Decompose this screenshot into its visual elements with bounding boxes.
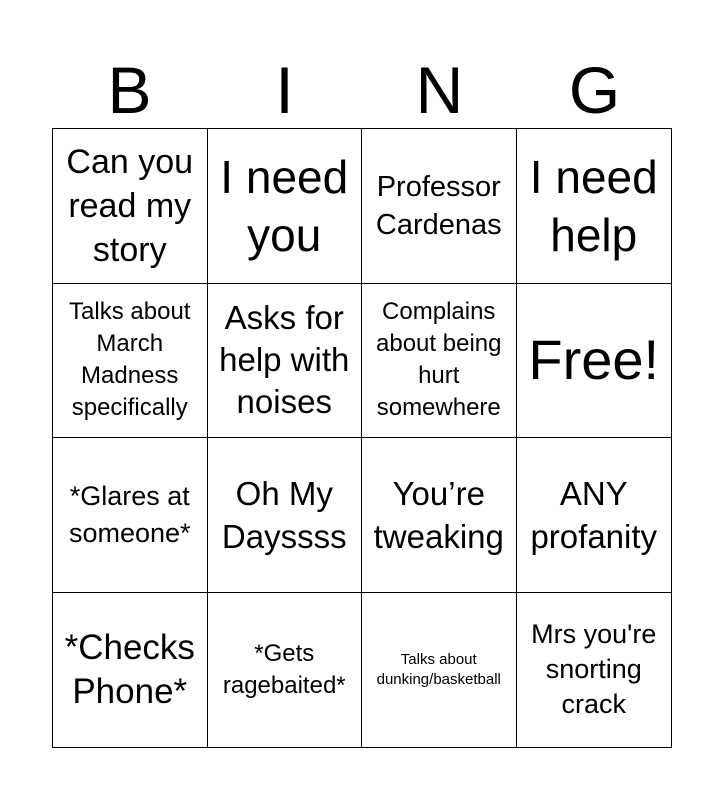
- cell-text: Talks about March Madness specifically: [69, 298, 191, 422]
- bingo-board: [52, 128, 672, 748]
- bingo-cell[interactable]: [362, 593, 517, 748]
- bingo-cell[interactable]: [208, 129, 363, 284]
- bingo-cell[interactable]: [517, 284, 672, 439]
- cell-text: *Checks Phone*: [64, 627, 195, 711]
- bingo-cell[interactable]: [53, 438, 208, 593]
- bingo-cell[interactable]: [208, 438, 363, 593]
- bingo-cell[interactable]: [362, 438, 517, 593]
- bingo-cell[interactable]: [208, 593, 363, 748]
- cell-text: I need you: [220, 150, 349, 261]
- cell-text: I need help: [529, 150, 658, 261]
- cell-text: *Gets ragebaited*: [222, 639, 346, 699]
- bingo-cell[interactable]: [53, 284, 208, 439]
- bingo-cell[interactable]: [362, 129, 517, 284]
- cell-text: Mrs you're snorting crack: [531, 619, 657, 720]
- bingo-cell[interactable]: [517, 129, 672, 284]
- bingo-header: [52, 52, 672, 128]
- cell-text: ANY profanity: [530, 474, 658, 555]
- header-letter-g: G: [568, 53, 621, 127]
- cell-text: Complains about being hurt somewhere: [376, 298, 502, 422]
- cell-text: Can you read my story: [66, 142, 194, 269]
- bingo-cell[interactable]: [517, 438, 672, 593]
- cell-text: Asks for help with noises: [219, 299, 350, 421]
- cell-text: Oh My Dayssss: [221, 474, 347, 555]
- bingo-cell[interactable]: [362, 284, 517, 439]
- cell-text: You’re tweaking: [373, 474, 504, 555]
- header-letter-b: B: [107, 53, 152, 127]
- cell-text: *Glares at someone*: [68, 480, 191, 548]
- bingo-cell[interactable]: [208, 284, 363, 439]
- bingo-cell[interactable]: [517, 593, 672, 748]
- cell-text: Professor Cardenas: [375, 170, 502, 241]
- header-letter-i: I: [275, 53, 294, 127]
- cell-text: Talks about dunking/basketball: [376, 650, 501, 688]
- bingo-cell[interactable]: [53, 129, 208, 284]
- header-letter-n: N: [415, 53, 464, 127]
- free-space: Free!: [528, 328, 660, 392]
- bingo-cell[interactable]: [53, 593, 208, 748]
